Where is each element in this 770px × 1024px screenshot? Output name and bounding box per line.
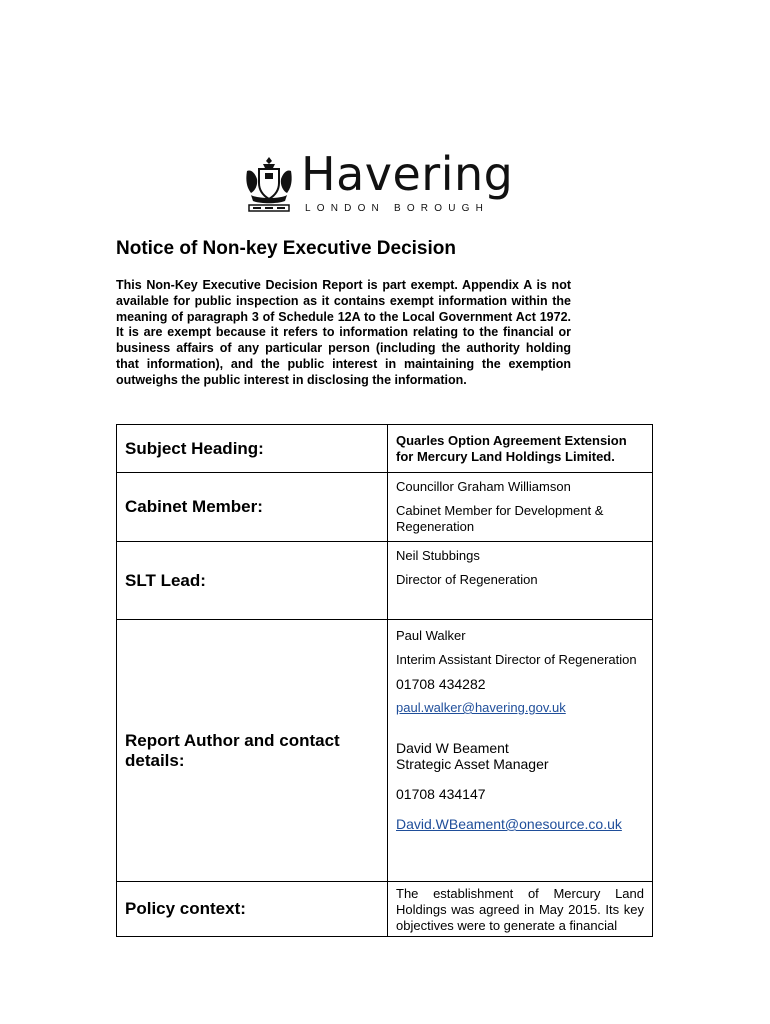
table-row-policy-context <box>117 882 653 937</box>
table-row-subject <box>117 425 653 473</box>
author-phone-2: 01708 434147 <box>396 786 486 802</box>
author-phone-1: 01708 434282 <box>396 676 486 692</box>
slt-lead-name: Neil Stubbings <box>396 548 480 563</box>
cabinet-member-name: Councillor Graham Williamson <box>396 479 571 494</box>
slt-lead-role: Director of Regeneration <box>396 572 538 587</box>
author-role-1: Interim Assistant Director of Regeneration <box>396 652 637 667</box>
subject-heading-label: Subject Heading: <box>117 425 388 473</box>
table-row-slt-lead <box>117 542 653 620</box>
subject-heading-value: Quarles Option Agreement Extension for Mercury Land Holdings Limited. <box>388 425 653 473</box>
table-row-cabinet-member <box>117 473 653 542</box>
page-title: Notice of Non-key Executive Decision <box>116 238 456 259</box>
report-author-label: Report Author and contact details: <box>117 620 388 882</box>
cabinet-member-label: Cabinet Member: <box>117 473 388 542</box>
decision-details-table <box>116 424 653 937</box>
table-row-report-author <box>117 620 653 882</box>
policy-context-value: The establishment of Mercury Land Holdings was agreed in May 2015. Its key objectives were to generate a financial <box>388 882 653 937</box>
report-author-value <box>388 620 653 882</box>
author-name-1: Paul Walker <box>396 628 466 643</box>
author-name-2: David W Beament <box>396 740 509 756</box>
policy-context-label: Policy context: <box>117 882 388 937</box>
cabinet-member-value <box>388 473 653 542</box>
borough-crest-icon <box>243 155 295 217</box>
exemption-notice: This Non-Key Executive Decision Report is part exempt. Appendix A is not available for public inspection as it contains exempt information within the meaning of paragraph 3 of Schedule 12A to the Local Government Act 1972. It is are exempt because it refers to information relating to the financial or business affairs of any particular person (including the authority holding that information), and the public interest in maintaining the exemption outweighs the public interest in disclosing the information. <box>116 278 571 387</box>
brand-name: Havering <box>301 147 514 201</box>
author-email-2-link[interactable]: David.WBeament@onesource.co.uk <box>396 816 622 832</box>
author-role-2: Strategic Asset Manager <box>396 756 549 772</box>
slt-lead-value <box>388 542 653 620</box>
slt-lead-label: SLT Lead: <box>117 542 388 620</box>
author-email-1-link[interactable]: paul.walker@havering.gov.uk <box>396 700 566 715</box>
havering-logo <box>243 147 533 217</box>
cabinet-member-role: Cabinet Member for Development & Regeneration <box>396 503 604 534</box>
brand-subtitle: LONDON BOROUGH <box>305 203 490 214</box>
